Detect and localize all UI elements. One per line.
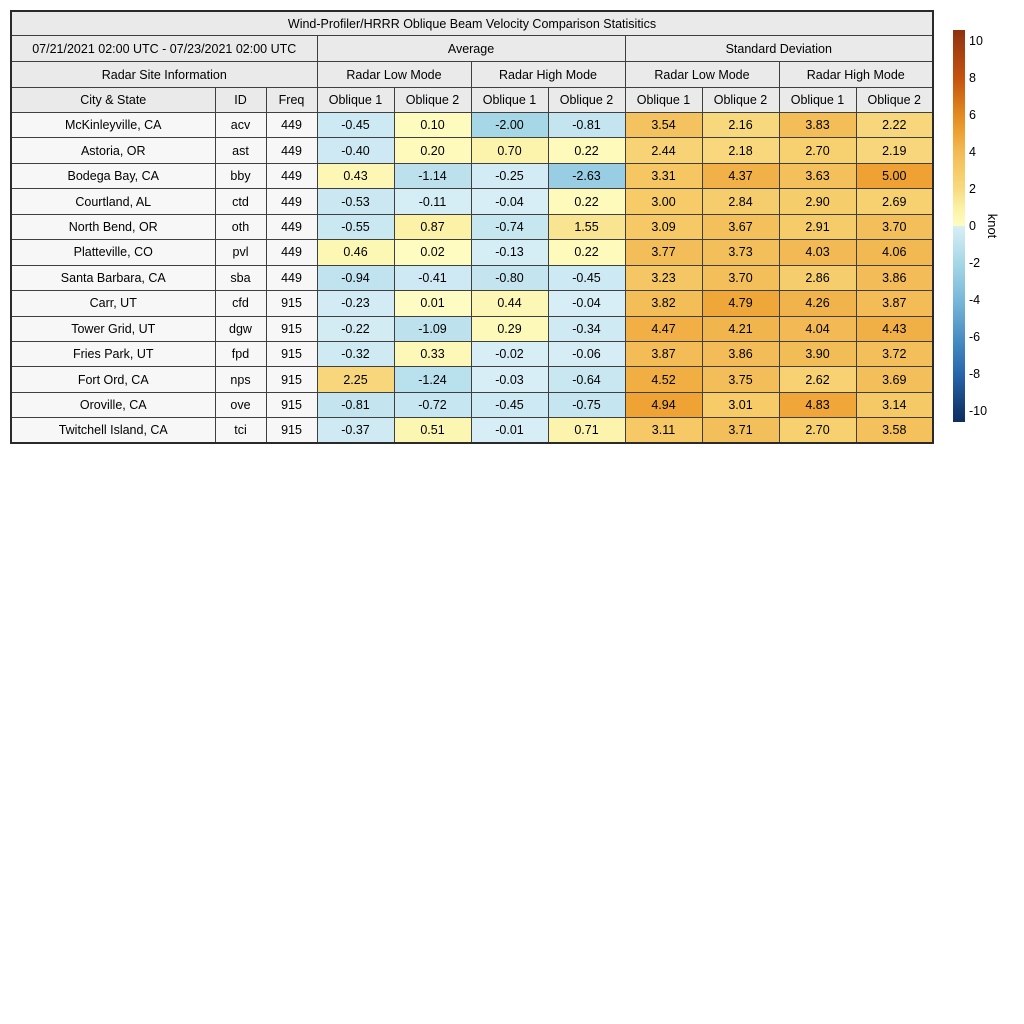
radar-site-info-header: Radar Site Information — [11, 62, 317, 88]
id-cell: pvl — [215, 240, 266, 265]
value-cell: 2.16 — [702, 113, 779, 138]
oblique2-column-header: Oblique 2 — [702, 88, 779, 113]
value-cell: 3.82 — [625, 291, 702, 316]
freq-cell: 915 — [266, 291, 317, 316]
table-row — [11, 341, 933, 366]
oblique2-column-header: Oblique 2 — [394, 88, 471, 113]
city-state-cell: McKinleyville, CA — [11, 113, 215, 138]
value-cell: 4.47 — [625, 316, 702, 341]
table-row — [11, 265, 933, 290]
value-cell: -0.34 — [548, 316, 625, 341]
freq-cell: 449 — [266, 113, 317, 138]
id-cell: bby — [215, 163, 266, 188]
city-state-cell: Carr, UT — [11, 291, 215, 316]
value-cell: 0.29 — [471, 316, 548, 341]
value-cell: -0.45 — [548, 265, 625, 290]
value-cell: 2.44 — [625, 138, 702, 163]
value-cell: 0.87 — [394, 214, 471, 239]
value-cell: 2.91 — [779, 214, 856, 239]
oblique1-column-header: Oblique 1 — [317, 88, 394, 113]
table-row — [11, 138, 933, 163]
value-cell: -0.81 — [548, 113, 625, 138]
value-cell: 3.09 — [625, 214, 702, 239]
id-cell: sba — [215, 265, 266, 290]
value-cell: -2.00 — [471, 113, 548, 138]
freq-cell: 915 — [266, 367, 317, 392]
value-cell: 3.11 — [625, 418, 702, 443]
id-cell: ctd — [215, 189, 266, 214]
id-cell: dgw — [215, 316, 266, 341]
colorbar-tick-label: -2 — [969, 255, 981, 270]
value-cell: 3.00 — [625, 189, 702, 214]
table-row — [11, 214, 933, 239]
colorbar-tick-label: 10 — [969, 33, 983, 48]
value-cell: 0.01 — [394, 291, 471, 316]
value-cell: 2.25 — [317, 367, 394, 392]
colorbar-tick-label: 6 — [969, 107, 976, 122]
table-row — [11, 163, 933, 188]
city-state-cell: Fries Park, UT — [11, 341, 215, 366]
value-cell: 2.62 — [779, 367, 856, 392]
stats-table — [10, 10, 934, 444]
value-cell: 2.84 — [702, 189, 779, 214]
colorbar-tick-label: -10 — [969, 403, 988, 418]
value-cell: 0.46 — [317, 240, 394, 265]
value-cell: 4.04 — [779, 316, 856, 341]
value-cell: -0.75 — [548, 392, 625, 417]
value-cell: -0.41 — [394, 265, 471, 290]
value-cell: 0.22 — [548, 138, 625, 163]
value-cell: 0.02 — [394, 240, 471, 265]
table-row — [11, 189, 933, 214]
value-cell: 0.70 — [471, 138, 548, 163]
value-cell: 0.33 — [394, 341, 471, 366]
value-cell: -0.06 — [548, 341, 625, 366]
oblique1-column-header: Oblique 1 — [471, 88, 548, 113]
freq-column-header: Freq — [266, 88, 317, 113]
table-row — [11, 291, 933, 316]
value-cell: 3.14 — [856, 392, 933, 417]
value-cell: 3.87 — [856, 291, 933, 316]
freq-cell: 449 — [266, 189, 317, 214]
value-cell: 3.86 — [856, 265, 933, 290]
freq-cell: 915 — [266, 418, 317, 443]
value-cell: 2.90 — [779, 189, 856, 214]
table-row — [11, 418, 933, 443]
city-state-cell: Tower Grid, UT — [11, 316, 215, 341]
value-cell: -0.94 — [317, 265, 394, 290]
avg-high-mode-header: Radar High Mode — [471, 62, 625, 88]
id-cell: cfd — [215, 291, 266, 316]
table-title-row — [11, 11, 933, 36]
colorbar-tick-label: -6 — [969, 329, 981, 344]
value-cell: -0.55 — [317, 214, 394, 239]
value-cell: -0.74 — [471, 214, 548, 239]
value-cell: 4.37 — [702, 163, 779, 188]
freq-cell: 915 — [266, 392, 317, 417]
table-row — [11, 240, 933, 265]
colorbar — [953, 30, 1000, 422]
value-cell: 4.94 — [625, 392, 702, 417]
value-cell: 4.06 — [856, 240, 933, 265]
value-cell: 3.31 — [625, 163, 702, 188]
value-cell: 4.43 — [856, 316, 933, 341]
city-state-cell: Bodega Bay, CA — [11, 163, 215, 188]
value-cell: -0.37 — [317, 418, 394, 443]
value-cell: -1.14 — [394, 163, 471, 188]
value-cell: -0.13 — [471, 240, 548, 265]
value-cell: 2.22 — [856, 113, 933, 138]
id-cell: ast — [215, 138, 266, 163]
value-cell: -0.25 — [471, 163, 548, 188]
value-cell: -2.63 — [548, 163, 625, 188]
value-cell: 2.70 — [779, 418, 856, 443]
city-state-cell: Platteville, CO — [11, 240, 215, 265]
table-row — [11, 392, 933, 417]
value-cell: 2.18 — [702, 138, 779, 163]
city-state-cell: Astoria, OR — [11, 138, 215, 163]
value-cell: 3.77 — [625, 240, 702, 265]
value-cell: 3.63 — [779, 163, 856, 188]
id-cell: tci — [215, 418, 266, 443]
colorbar-tick-label: 2 — [969, 181, 976, 196]
value-cell: 5.00 — [856, 163, 933, 188]
value-cell: -0.72 — [394, 392, 471, 417]
value-cell: -0.40 — [317, 138, 394, 163]
std-high-mode-header: Radar High Mode — [779, 62, 933, 88]
city-state-cell: Oroville, CA — [11, 392, 215, 417]
value-cell: 1.55 — [548, 214, 625, 239]
value-cell: 4.21 — [702, 316, 779, 341]
city-state-column-header: City & State — [11, 88, 215, 113]
value-cell: -0.23 — [317, 291, 394, 316]
value-cell: 4.83 — [779, 392, 856, 417]
value-cell: 3.87 — [625, 341, 702, 366]
id-cell: fpd — [215, 341, 266, 366]
value-cell: 3.75 — [702, 367, 779, 392]
value-cell: -0.32 — [317, 341, 394, 366]
value-cell: 3.58 — [856, 418, 933, 443]
oblique1-column-header: Oblique 1 — [779, 88, 856, 113]
value-cell: 3.54 — [625, 113, 702, 138]
colorbar-tick-label: 8 — [969, 70, 976, 85]
colorbar-tick-label: 0 — [969, 218, 976, 233]
city-state-cell: Courtland, AL — [11, 189, 215, 214]
id-column-header: ID — [215, 88, 266, 113]
value-cell: 2.70 — [779, 138, 856, 163]
id-cell: oth — [215, 214, 266, 239]
value-cell: 3.90 — [779, 341, 856, 366]
value-cell: -0.04 — [471, 189, 548, 214]
value-cell: 2.69 — [856, 189, 933, 214]
value-cell: 3.72 — [856, 341, 933, 366]
group-header-row — [11, 36, 933, 62]
std-low-mode-header: Radar Low Mode — [625, 62, 779, 88]
table-row — [11, 367, 933, 392]
value-cell: 2.19 — [856, 138, 933, 163]
colorbar-gradient — [953, 30, 965, 422]
value-cell: -1.09 — [394, 316, 471, 341]
freq-cell: 915 — [266, 341, 317, 366]
freq-cell: 449 — [266, 138, 317, 163]
value-cell: 0.43 — [317, 163, 394, 188]
table-row — [11, 113, 933, 138]
value-cell: -0.03 — [471, 367, 548, 392]
value-cell: -0.80 — [471, 265, 548, 290]
id-cell: nps — [215, 367, 266, 392]
oblique2-column-header: Oblique 2 — [856, 88, 933, 113]
avg-low-mode-header: Radar Low Mode — [317, 62, 471, 88]
value-cell: -0.02 — [471, 341, 548, 366]
city-state-cell: Fort Ord, CA — [11, 367, 215, 392]
value-cell: 4.26 — [779, 291, 856, 316]
value-cell: 3.69 — [856, 367, 933, 392]
page-title: Wind-Profiler/HRRR Oblique Beam Velocity Comparison Statisitics — [11, 11, 933, 36]
value-cell: 0.20 — [394, 138, 471, 163]
value-cell: -0.53 — [317, 189, 394, 214]
value-cell: 3.71 — [702, 418, 779, 443]
freq-cell: 449 — [266, 265, 317, 290]
colorbar-tick-label: -8 — [969, 366, 981, 381]
freq-cell: 449 — [266, 163, 317, 188]
value-cell: 3.70 — [856, 214, 933, 239]
value-cell: -0.04 — [548, 291, 625, 316]
value-cell: 4.79 — [702, 291, 779, 316]
freq-cell: 449 — [266, 240, 317, 265]
freq-cell: 449 — [266, 214, 317, 239]
freq-cell: 915 — [266, 316, 317, 341]
value-cell: -0.11 — [394, 189, 471, 214]
average-group-header: Average — [317, 36, 625, 62]
value-cell: 0.22 — [548, 240, 625, 265]
city-state-cell: Twitchell Island, CA — [11, 418, 215, 443]
id-cell: ove — [215, 392, 266, 417]
value-cell: 3.23 — [625, 265, 702, 290]
value-cell: -0.45 — [471, 392, 548, 417]
value-cell: 0.71 — [548, 418, 625, 443]
stats-table-body — [11, 113, 933, 444]
colorbar-tick-label: -4 — [969, 292, 981, 307]
value-cell: 3.73 — [702, 240, 779, 265]
value-cell: -1.24 — [394, 367, 471, 392]
value-cell: 4.03 — [779, 240, 856, 265]
value-cell: -0.45 — [317, 113, 394, 138]
value-cell: 0.10 — [394, 113, 471, 138]
value-cell: 3.01 — [702, 392, 779, 417]
colorbar-unit-label: knot — [985, 213, 1000, 239]
mode-header-row — [11, 62, 933, 88]
value-cell: -0.64 — [548, 367, 625, 392]
value-cell: 2.86 — [779, 265, 856, 290]
city-state-cell: Santa Barbara, CA — [11, 265, 215, 290]
value-cell: 3.86 — [702, 341, 779, 366]
city-state-cell: North Bend, OR — [11, 214, 215, 239]
value-cell: 3.83 — [779, 113, 856, 138]
value-cell: 0.44 — [471, 291, 548, 316]
table-row — [11, 316, 933, 341]
value-cell: 0.22 — [548, 189, 625, 214]
value-cell: -0.01 — [471, 418, 548, 443]
oblique2-column-header: Oblique 2 — [548, 88, 625, 113]
std-deviation-group-header: Standard Deviation — [625, 36, 933, 62]
id-cell: acv — [215, 113, 266, 138]
column-header-row — [11, 88, 933, 113]
value-cell: 0.51 — [394, 418, 471, 443]
value-cell: 4.52 — [625, 367, 702, 392]
colorbar-tick-label: 4 — [969, 144, 976, 159]
oblique1-column-header: Oblique 1 — [625, 88, 702, 113]
value-cell: -0.81 — [317, 392, 394, 417]
date-range-label: 07/21/2021 02:00 UTC - 07/23/2021 02:00 UTC — [11, 36, 317, 62]
value-cell: -0.22 — [317, 316, 394, 341]
value-cell: 3.67 — [702, 214, 779, 239]
value-cell: 3.70 — [702, 265, 779, 290]
